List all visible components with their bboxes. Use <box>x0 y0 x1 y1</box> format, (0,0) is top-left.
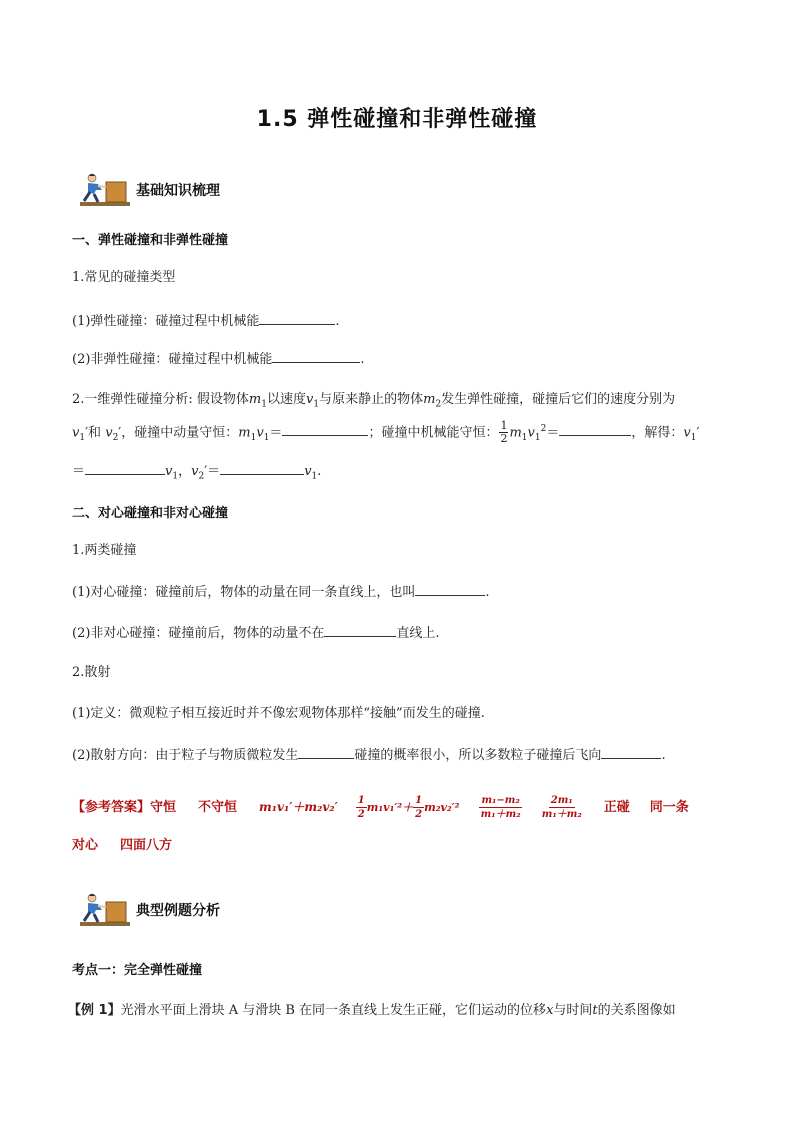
section-title-examples: 典型例题分析 <box>136 903 220 919</box>
reference-answers-line1: 【参考答案】守恒 不守恒 m₁v₁′＋m₂v₂′ $\frac{1}{2}$ m₁v₁′²＋ $\frac{1}{2}$ m₂v₂′² $\frac{\text{m₁−m₂}}{\text{m₁＋m₂}}$ $\frac{\text{2m₁}}{\text{m₁＋m₂}}$ 正碰 同一条 <box>72 795 689 820</box>
answer-blank <box>272 350 360 363</box>
part1-heading: 一、弹性碰撞和非弹性碰撞 <box>72 233 229 248</box>
part2-heading: 二、对心碰撞和非对心碰撞 <box>72 506 229 521</box>
answer-blank <box>220 462 304 475</box>
answer-blank <box>601 746 661 759</box>
answers-label: 【参考答案】 <box>72 800 151 815</box>
answer-fraction-1: $\frac{\text{m₁−m₂}}{\text{m₁＋m₂}}$ <box>480 795 521 820</box>
answer-blank <box>259 312 335 325</box>
pushing-box-icon <box>78 172 130 206</box>
page-title: 1.5 弹性碰撞和非弹性碰撞 <box>256 107 538 132</box>
pushing-box-icon <box>78 892 130 926</box>
part1-item2-line1: 2.一维弹性碰撞分析: 假设物体$m_1$以速度$v_1$与原来静止的物体$m_2$发生弹性碰撞，碰撞后它们的速度分别为 <box>72 392 676 410</box>
reference-answers-line2: 对心 四面八方 <box>72 838 173 853</box>
exam-point-1: 考点一：完全弹性碰撞 <box>72 963 203 978</box>
part2-item2: 2.散射 <box>72 665 111 680</box>
part1-item2-line2: $v_1'$和 $v_2'$，碰撞中动量守恒：$m_1v_1=$ ；碰撞中机械能守恒： $\frac{1}{2}$ $m_1v_1^2=$ ，解得：$v_1'$ <box>72 419 700 446</box>
part1-item1a: (1)弹性碰撞：碰撞过程中机械能 . <box>72 314 340 329</box>
part1-item1: 1.常见的碰撞类型 <box>72 270 176 285</box>
part2-item2a: (1)定义：微观粒子相互接近时并不像宏观物体那样“接触”而发生的碰撞. <box>72 706 485 721</box>
part1-item1b: (2)非弹性碰撞：碰撞过程中机械能 . <box>72 352 365 367</box>
answer-blank <box>324 624 396 637</box>
part2-item2b: (2)散射方向：由于粒子与物质微粒发生 碰撞的概率很小，所以多数粒子碰撞后飞向 . <box>72 748 666 763</box>
part1-item2-line3: ＝ $v_1$，$v_2'= v_1$. <box>72 464 322 482</box>
example-1-text: 【例 1】光滑水平面上滑块 A 与滑块 B 在同一条直线上发生正碰，它们运动的位移x与时间t的关系图像如 <box>68 1003 676 1018</box>
answer-blank <box>559 423 631 436</box>
part2-item1b: (2)非对心碰撞：碰撞前后，物体的动量不在 直线上. <box>72 626 440 641</box>
part2-item1: 1.两类碰撞 <box>72 543 137 558</box>
section-header-basic <box>78 172 220 206</box>
answer-blank <box>298 746 354 759</box>
section-title-basic: 基础知识梳理 <box>136 183 220 199</box>
answer-blank <box>85 462 165 475</box>
fraction-half: $\frac{1}{2}$ <box>500 419 508 446</box>
answer-fraction-2: $\frac{\text{2m₁}}{\text{m₁＋m₂}}$ <box>541 795 582 820</box>
section-header-examples <box>78 892 220 926</box>
answer-blank <box>415 583 485 596</box>
answer-blank <box>282 423 368 436</box>
part2-item1a: (1)对心碰撞：碰撞前后，物体的动量在同一条直线上，也叫 . <box>72 585 490 600</box>
